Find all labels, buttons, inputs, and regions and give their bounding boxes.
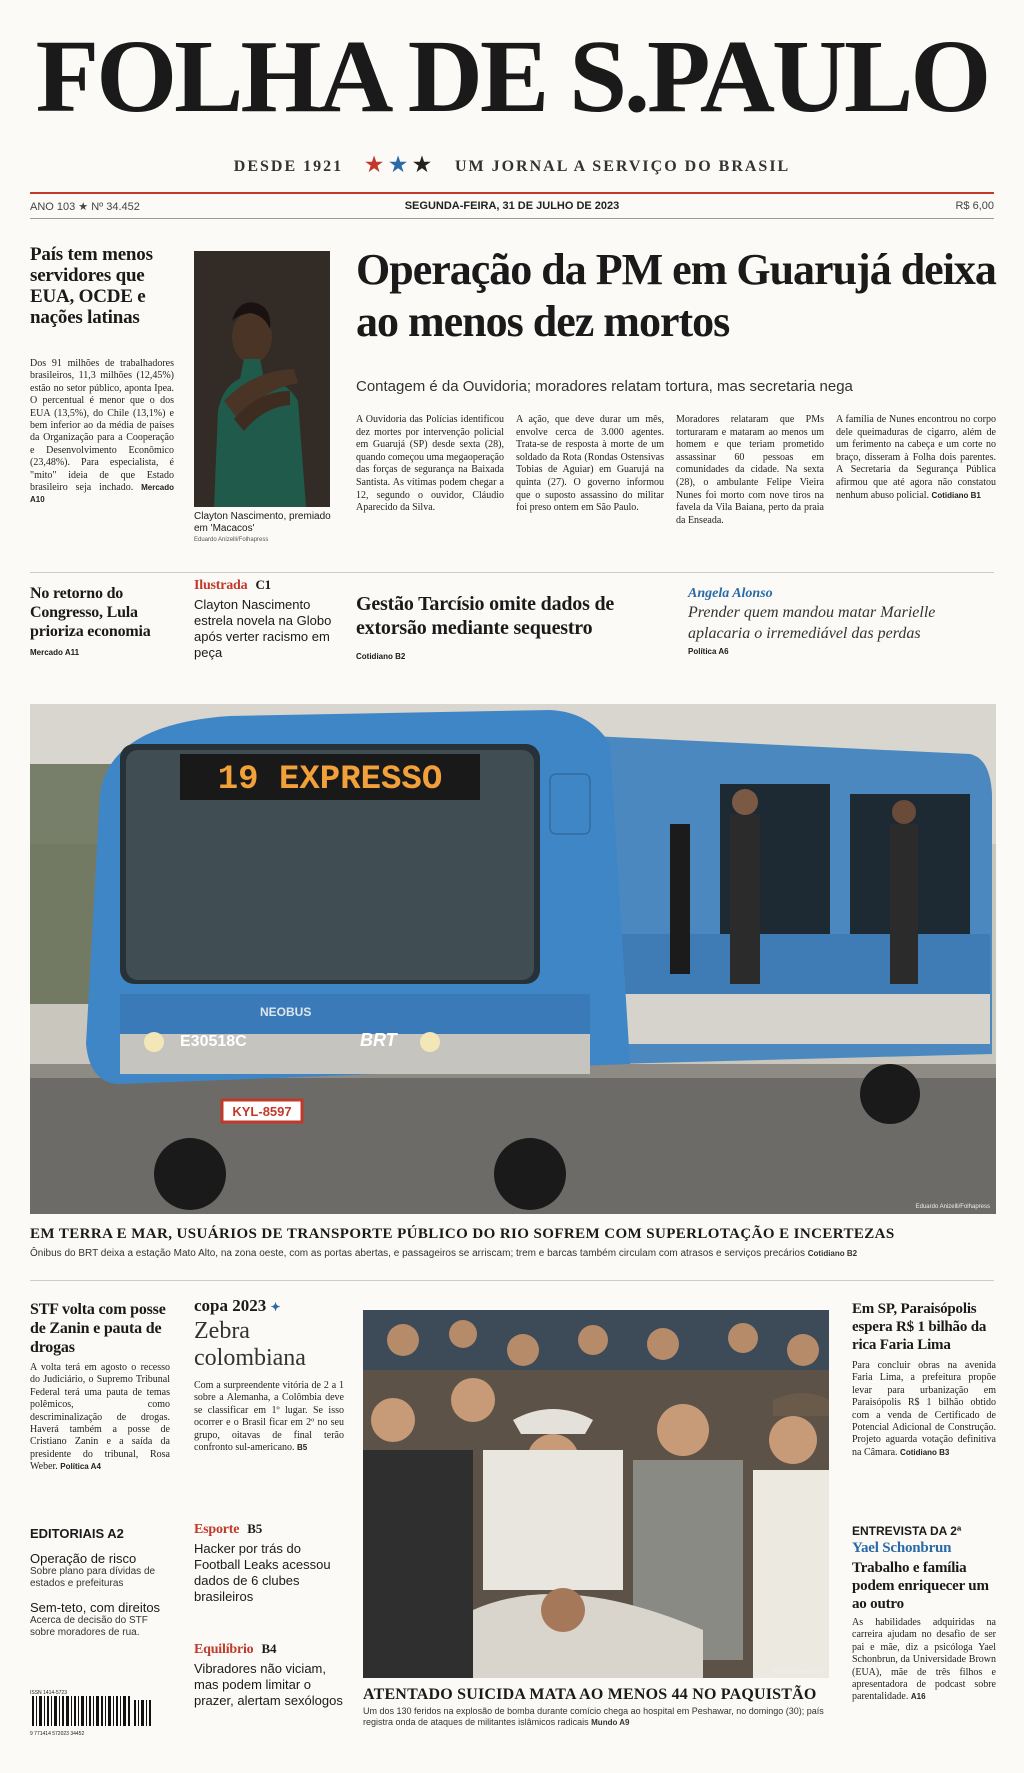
stf-ref[interactable]: Política A4 [60,1462,101,1472]
barcode-bars [30,1696,170,1730]
bus-illustration [30,704,996,1214]
servants-headline[interactable]: País tem menos servidores que EUA, OCDE e nações latinas [30,244,153,328]
paraisopolis-body: Para concluir obras na avenida Faria Lima, a prefeitura propõe levar para urbanização em Paraisópolis R$ 1 bilhão obtido com a venda de Certificado de Potencial Adicional de Construção. Projeto aguarda votação definitiva na Câmara. Cotidiano B3 [852,1360,996,1458]
esporte-page: B5 [247,1521,263,1536]
interview-box[interactable] [852,1524,996,1704]
bus-photo [30,704,996,1214]
lead-subhead: Contagem é da Ouvidoria; moradores relatam tortura, mas secretaria nega [356,378,853,395]
lead-headline[interactable]: Operação da PM em Guarujá deixa ao menos dez mortos [356,245,996,346]
barcode [30,1690,170,1742]
pakistan-ref[interactable]: Mundo A9 [591,1718,630,1727]
pakistan-credit: Abdul Majeed/AFP [772,1669,823,1675]
tarcisio-headline[interactable]: Gestão Tarcísio omite dados de extorsão mediante sequestro [356,593,615,639]
servants-body: Dos 91 milhões de trabalhadores brasileiros, 11,3 milhões (12,45%) estão no setor público, aponta Ipea. O percentual é menor que o dos EUA (13,5%), do Chile (13,1%) e bem inferior ao da média de países da Organização para a Cooperação e Desenvolvimento Econômico (23,48%). Para especialista, é "mito" ideia de que Estado brasileiro seja inchado. Mercado A10 [30,358,174,505]
bus-sign: 19 EXPRESSO [217,761,443,799]
interview-name: Yael Schonbrun [852,1540,952,1556]
column-text: Prender quem mandou matar Marielle aplacaria o irremediável das perdas [688,604,936,642]
bus-credit: Eduardo Anizelli/Folhapress [915,1204,990,1210]
equilibrio-label: Equilíbrio [194,1642,254,1657]
congress-headline[interactable]: No retorno do Congresso, Lula prioriza economia [30,585,151,640]
editorials-label: EDITORIAIS A2 [30,1526,124,1541]
portrait-credit: Eduardo Anizelli/Folhapress [194,537,269,543]
lead-col-3: Moradores relataram que PMs torturaram e mataram ao menos um homem e que teriam prometido assassinar 60 pessoas em comunidades da cidade. Na sexta (28), o ambulante Felipe Vieira Nunes foi morto com nove tiros na favela da Vila Baiana, perto da praia da Enseada. [676,414,824,526]
lead-ref[interactable]: Cotidiano B1 [931,490,981,500]
ilustrada-page: C1 [255,577,271,592]
ilustrada-box[interactable] [194,576,344,661]
stf-body: A volta terá em agosto o recesso do Judiciário, o Supremo Tribunal Federal terá uma pauta de temas polêmicos, como descriminalização de drogas. Haverá também a posse de Cristiano Zanin e a saída da presidente do tribunal, Rosa Weber. Política A4 [30,1362,170,1473]
bus-brand: BRT [360,1030,397,1050]
portrait-illustration [194,251,330,507]
motto-label: UM JORNAL A SERVIÇO DO BRASIL [454,158,791,175]
esporte-text: Hacker por trás do Football Leaks acessou dados de 6 clubes brasileiros [194,1541,331,1604]
row-divider-2 [30,1280,994,1281]
dateline-divider [30,218,994,219]
editorial-1-body: Sobre plano para dívidas de estados e prefeituras [30,1566,156,1589]
esporte-label: Esporte [194,1522,240,1537]
pakistan-headline[interactable]: ATENTADO SUICIDA MATA AO MENOS 44 NO PAQUISTÃO [363,1686,817,1703]
bus-ref[interactable]: Cotidiano B2 [807,1249,858,1258]
editorial-1-title[interactable]: Operação de risco [30,1551,137,1566]
copa-body: Com a surpreendente vitória de 2 a 1 sobre a Alemanha, a Colômbia deve se classificar em 1º lugar. Se isso ocorrer e o Brasil ficar em 2º no seu grupo, oitavas de final terão confronto sul-americano. B5 [194,1380,344,1454]
masthead-divider [30,192,994,194]
portrait-photo [194,251,330,507]
masthead-title: FOLHA DE S.PAULO [35,19,989,134]
equilibrio-page: B4 [261,1641,277,1656]
three-stars-icon: ★ ★ ★ [365,154,433,176]
lead-col-2: A ação, que deve durar um mês, envolve cerca de 3.000 agentes. Trata-se de resposta à morte de um soldado da Rota (Rondas Ostensivas Tobias de Aguiar) em Guarujá na quinta (27). O governo informou que o suposto assassino do militar foi preso ontem em São Paulo. [516,414,664,514]
lead-col-1: A Ouvidoria das Polícias identificou dez mortes por intervenção policial em Guarujá (SP) desde sexta (28), quando começou uma megaoperação das forças de segurança na Baixada Santista. As vítimas podem chegar a 12, segundo o ouvidor, Cláudio Aparecido da Silva. [356,414,504,514]
paraisopolis-ref[interactable]: Cotidiano B3 [900,1447,950,1457]
bus-plate: KYL-8597 [232,1104,292,1119]
copa-box[interactable] [194,1296,344,1454]
lead-col-4: A família de Nunes encontrou no corpo dele queimaduras de cigarro, além de um ferimento na cabeça e um corte no braço, disseram à Folha dois parentes. A Secretaria da Segurança Pública afirmou que até agora não constatou nenhum abuso policial. Cotidiano B1 [836,414,996,501]
since-label: DESDE 1921 [233,158,344,175]
editorials-box [30,1526,170,1639]
bus-headline[interactable]: EM TERRA E MAR, USUÁRIOS DE TRANSPORTE PÚBLICO DO RIO SOFREM COM SUPERLOTAÇÃO E INCERTEZAS [30,1226,895,1242]
edition-number: ANO 103 ★ Nº 34.452 [30,201,140,213]
issn: ISSN 1414-5723 [30,1690,67,1696]
equilibrio-text: Vibradores não viciam, mas podem limitar o prazer, alertam sexólogos [194,1661,343,1708]
pakistan-caption: Um dos 130 feridos na explosão de bomba durante comício chega ao hospital em Peshawar, no domingo (30); país registra onda de ataques de militantes islâmicos radicais Mundo A9 [363,1706,824,1727]
interview-label: ENTREVISTA DA 2ª [852,1524,962,1538]
barcode-number: 9 771414 572023 34452 [30,1731,85,1737]
row-divider [30,572,994,573]
ilustrada-text: Clayton Nascimento estrela novela na Globo após verter racismo em peça [194,597,332,660]
editorial-2-body: Acerca de decisão do STF sobre moradores de rua. [30,1615,148,1638]
bus-fleet-number: E30518C [180,1033,247,1050]
tarcisio-ref[interactable]: Cotidiano B2 [356,652,406,661]
stf-headline[interactable]: STF volta com posse de Zanin e pauta de drogas [30,1301,166,1356]
copa-label: copa 2023 ✦ [194,1296,281,1315]
bus-caption: Ônibus do BRT deixa a estação Mato Alto, na zona oeste, com as portas abertas, e passageiros se arriscam; trem e barcas também circulam com atrasos e serviços precários Cotidiano B2 [30,1248,858,1259]
soccer-ball-icon: ✦ [270,1300,281,1314]
equilibrio-box[interactable] [194,1640,344,1709]
interview-headline: Trabalho e família podem enriquecer um ao outro [852,1560,989,1612]
column-ref: Política A6 [688,647,729,656]
esporte-box[interactable] [194,1520,344,1605]
interview-body: As habilidades adquiridas na carreira ajudam no desafio de ser pai e mãe, diz a psicóloga Yael Schonbrun, da Universidade Brown (EUA), mãe de três filhos e apresentadora de podcast sobre parentalidade. A16 [852,1617,996,1703]
servants-ref[interactable]: Mercado A10 [30,483,174,505]
bus-maker: NEOBUS [260,1005,312,1019]
edition-date: SEGUNDA-FEIRA, 31 DE JULHO DE 2023 [404,200,620,212]
ilustrada-label: Ilustrada [194,578,248,593]
pakistan-illustration [363,1310,829,1678]
masthead-tagline [0,152,1024,177]
price: R$ 6,00 [955,200,994,212]
copa-headline: Zebra colombiana [194,1318,306,1371]
column-box[interactable] [688,586,996,656]
editorial-2-title[interactable]: Sem-teto, com direitos [30,1600,161,1615]
congress-ref[interactable]: Mercado A11 [30,648,80,657]
pakistan-photo [363,1310,829,1678]
paraisopolis-headline[interactable]: Em SP, Paraisópolis espera R$ 1 bilhão da rica Faria Lima [852,1301,987,1353]
column-author: Angela Alonso [688,586,773,601]
portrait-caption: Clayton Nascimento, premiado em 'Macacos' [194,511,331,534]
